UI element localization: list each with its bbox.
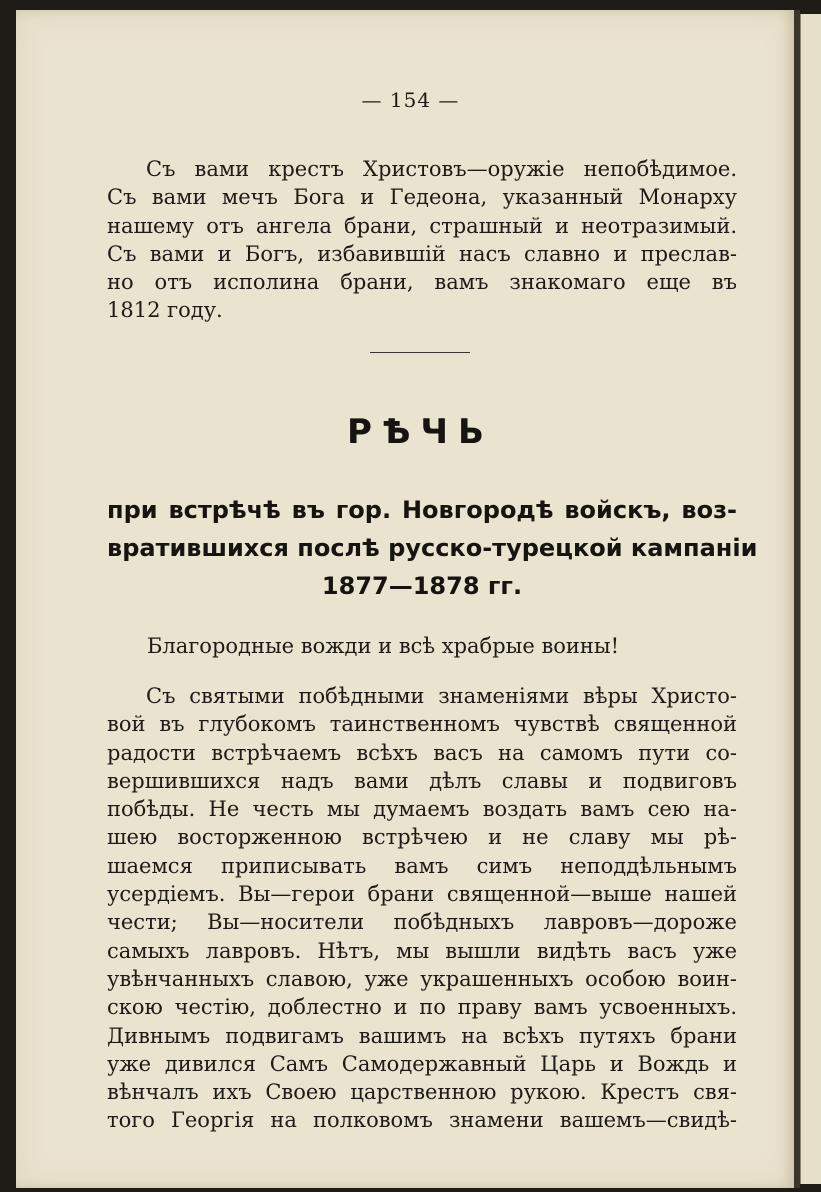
text-line: вой въ глубокомъ таинственномъ чувствѣ священной [107, 712, 737, 737]
intro-paragraph [107, 155, 737, 325]
subtitle-line: вратившихся послѣ русско-турецкой кампаніи [107, 534, 758, 562]
text-line: уже дивился Самъ Самодержавный Царь и Вождь и [107, 1051, 737, 1076]
subtitle-line: 1877—1878 гг. [321, 572, 523, 600]
section-divider [370, 352, 470, 353]
text-line: вершившихся надъ вами дѣлъ славы и подвиговъ [107, 768, 737, 793]
text-line: шею восторженною встрѣчею и не славу мы рѣ- [107, 825, 737, 850]
subtitle-line: при встрѣчѣ въ гор. Новгородѣ войскъ, воз- [107, 496, 737, 524]
text-line: но отъ исполина брани, вамъ знакомаго еще въ [107, 270, 737, 295]
text-line: того Георгія на полковомъ знамени вашемъ—свидѣ- [107, 1108, 737, 1133]
text-line: увѣнчанныхъ славою, уже украшенныхъ особою воин- [107, 966, 737, 991]
text-line: усердіемъ. Вы—герои брани священной—выше нашей [107, 882, 737, 907]
address-line: Благородные вожди и всѣ храбрые воины! [147, 634, 620, 658]
text-line: скою честію, доблестно и по праву вамъ усвоенныхъ. [107, 995, 737, 1020]
speech-subtitle [107, 491, 758, 605]
adjacent-page-edge [800, 14, 821, 1184]
text-line: нашему отъ ангела брани, страшный и неотразимый. [107, 213, 737, 238]
text-line: самыхъ лавровъ. Нѣтъ, мы вышли видѣть васъ уже [107, 938, 737, 963]
text-line: Съ святыми побѣдными знаменіями вѣры Христо- [146, 684, 737, 708]
text-line: Съ вами мечъ Бога и Гедеона, указанный Монарху [107, 185, 737, 210]
page-number: — 154 — [361, 88, 460, 112]
text-line: чести; Вы—носители побѣдныхъ лавровъ—дороже [107, 910, 737, 935]
section-heading: РѢЧЬ [347, 412, 494, 452]
text-line: вѣнчалъ ихъ Своею царственною рукою. Крестъ свя- [107, 1080, 737, 1105]
text-line: побѣды. Не честь мы думаемъ воздать вамъ сею на- [107, 797, 737, 822]
text-line: Дивнымъ подвигамъ вашимъ на всѣхъ путяхъ брани [107, 1023, 737, 1048]
text-line: Съ вами и Богъ, избавившій насъ славно и преслав- [107, 241, 737, 266]
text-line: шаемся приписывать вамъ симъ неподдѣльнымъ [107, 853, 737, 878]
text-line: радости встрѣчаемъ всѣхъ васъ на самомъ пути со- [107, 740, 737, 765]
text-line: 1812 году. [107, 298, 223, 323]
main-paragraph [107, 682, 737, 1135]
text-line: Съ вами крестъ Христовъ—оружіе непобѣдимое. [146, 157, 737, 181]
